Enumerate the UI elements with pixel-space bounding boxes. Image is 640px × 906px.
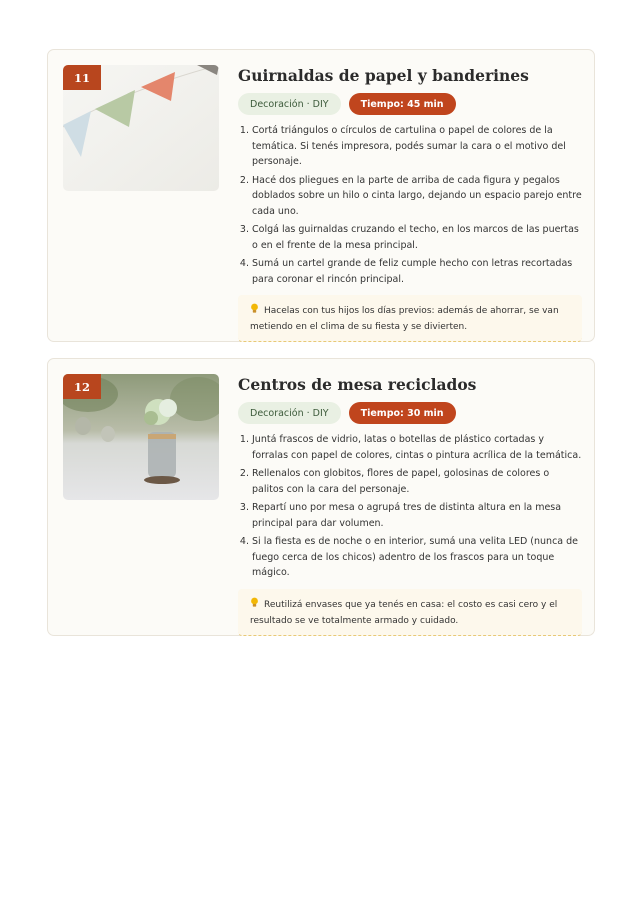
bunting-image	[63, 65, 219, 191]
steps-list	[238, 432, 582, 581]
step-item: 2. Rellenalos con globitos, flores de papel, golosinas de colores o palitos con la cara del personaje.	[252, 466, 582, 497]
card-content	[238, 65, 582, 342]
tag-row	[238, 402, 582, 424]
card-title: Centros de mesa reciclados	[238, 375, 477, 394]
tip-text: Reutilizá envases que ya tenés en casa: el costo es casi cero y el resultado se ve totalmente armado y cuidado.	[250, 599, 558, 626]
lightbulb-icon	[250, 597, 261, 614]
step-item: 1. Cortá triángulos o círculos de cartulina o papel de colores de la temática. Si tenés impresora, podés sumar la cara o el motivo del personaje.	[252, 123, 582, 170]
step-item: 2. Hacé dos pliegues en la parte de arriba de cada figura y pegalos doblados sobre un hilo o cinta largo, dejando un espacio parejo entre cada uno.	[252, 173, 582, 220]
tip-box	[238, 295, 582, 342]
category-tag: Decoración · DIY	[238, 93, 341, 115]
category-tag: Decoración · DIY	[238, 402, 341, 424]
tag-row	[238, 93, 582, 115]
centerpiece-image	[63, 374, 219, 500]
tip-text: Hacelas con tus hijos los días previos: además de ahorrar, se van metiendo en el clima de su fiesta y se divierten.	[250, 306, 559, 332]
card-title: Guirnaldas de papel y banderines	[238, 66, 529, 85]
card-content	[238, 374, 582, 636]
item-number-badge: 12	[63, 374, 101, 399]
step-item: 3. Colgá las guirnaldas cruzando el techo, en los marcos de las puertas o en el frente de la mesa principal.	[252, 222, 582, 253]
time-tag: Tiempo: 30 min	[349, 402, 456, 424]
lightbulb-icon	[250, 303, 261, 320]
steps-list	[238, 123, 582, 287]
step-item: 4. Si la fiesta es de noche o en interior, sumá una velita LED (nunca de fuego cerca de los chicos) adentro de los frascos para un toque mágico.	[252, 534, 582, 581]
activity-card	[47, 358, 595, 636]
step-item: 4. Sumá un cartel grande de feliz cumple hecho con letras recortadas para coronar el rincón principal.	[252, 256, 582, 287]
activity-card	[47, 49, 595, 342]
time-tag: Tiempo: 45 min	[349, 93, 456, 115]
step-item: 3. Repartí uno por mesa o agrupá tres de distinta altura en la mesa principal para dar volumen.	[252, 500, 582, 531]
tip-box	[238, 589, 582, 636]
step-item: 1. Juntá frascos de vidrio, latas o botellas de plástico cortadas y forralas con papel de colores, cintas o pintura acrílica de la temática.	[252, 432, 582, 463]
item-number-badge: 11	[63, 65, 101, 90]
